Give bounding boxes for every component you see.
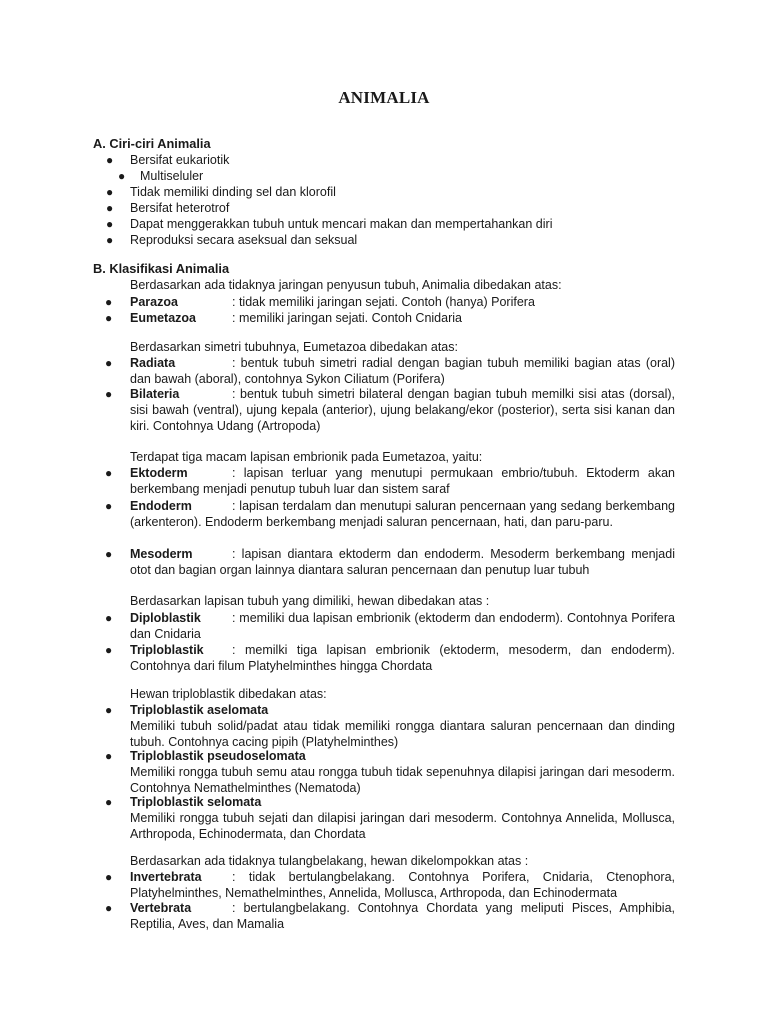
list-item — [105, 546, 675, 578]
term: Bilateria — [130, 387, 180, 401]
list-item — [105, 642, 675, 674]
list-item — [105, 386, 675, 434]
list-item: ● Dapat menggerakkan tubuh untuk mencari makan dan mempertahankan diri — [106, 217, 553, 231]
list-item — [105, 900, 675, 932]
definition: : lapisan diantara ektoderm dan endoderm. Mesoderm berkembang menjadi otot dan bagian organ lainnya diantara saluran pencernaan dan penutup luar tubuh — [130, 547, 675, 577]
bullet-icon: ● — [118, 169, 126, 183]
list-item — [105, 702, 675, 750]
definition: : lapisan terluar yang menutupi permukaan embrio/tubuh. Ektoderm akan berkembang menjadi penutup tubuh luar dan sistem saraf — [130, 466, 675, 496]
bullet-icon: ● — [106, 201, 114, 215]
page-title: ANIMALIA — [338, 88, 430, 107]
section-a-heading: A. Ciri-ciri Animalia — [93, 136, 211, 151]
paragraph-intro: Berdasarkan ada tidaknya tulangbelakang, hewan dikelompokkan atas : — [130, 854, 529, 868]
term: Invertebrata — [130, 870, 202, 884]
definition: Memiliki rongga tubuh semu atau rongga tubuh tidak sepenuhnya dilapisi jaringan dari mesoderm. Contohnya Nemathelminthes (Nematoda) — [130, 765, 675, 795]
list-item — [105, 498, 675, 530]
bullet-icon: ● — [105, 901, 113, 915]
bullet-icon: ● — [105, 356, 113, 370]
definition: : memiliki dua lapisan embrionik (ektoderm dan endoderm). Contohnya Porifera dan Cnidaria — [130, 611, 675, 641]
term: Diploblastik — [130, 611, 201, 625]
bullet-icon: ● — [105, 749, 113, 763]
bullet-icon: ● — [105, 643, 113, 657]
term: Endoderm — [130, 499, 192, 513]
paragraph-intro: Berdasarkan ada tidaknya jaringan penyusun tubuh, Animalia dibedakan atas: — [130, 278, 562, 292]
bullet-icon: ● — [106, 233, 114, 247]
definition: : memiliki jaringan sejati. Contoh Cnidaria — [232, 311, 462, 325]
list-item — [105, 748, 675, 796]
list-item: ● Multiseluler — [118, 169, 204, 183]
term: Mesoderm — [130, 547, 193, 561]
definition: Memiliki rongga tubuh sejati dan dilapisi jaringan dari mesoderm. Contohnya Annelida, Mollusca, Arthropoda, Echinodermata, dan Chordata — [130, 811, 675, 841]
bullet-icon: ● — [105, 703, 113, 717]
definition: : tidak bertulangbelakang. Contohnya Porifera, Cnidaria, Ctenophora, Platyhelminthes, Nemathelminthes, Annelida, Mollusca, Arthropoda, dan Echinodermata — [130, 870, 675, 900]
bullet-icon: ● — [105, 870, 113, 884]
bullet-icon: ● — [105, 311, 113, 325]
bullet-icon: ● — [105, 499, 113, 513]
definition: : tidak memiliki jaringan sejati. Contoh (hanya) Porifera — [232, 295, 535, 309]
list-item: ● Tidak memiliki dinding sel dan klorofil — [106, 185, 336, 199]
term: Radiata — [130, 356, 176, 370]
list-item — [105, 794, 675, 842]
term: Vertebrata — [130, 901, 192, 915]
paragraph-intro: Berdasarkan simetri tubuhnya, Eumetazoa dibedakan atas: — [130, 340, 458, 354]
bullet-icon: ● — [105, 295, 113, 309]
bullet-icon: ● — [106, 217, 114, 231]
list-item — [105, 355, 675, 387]
paragraph-intro: Berdasarkan lapisan tubuh yang dimiliki, hewan dibedakan atas : — [130, 594, 490, 608]
list-item — [105, 294, 675, 310]
list-item — [105, 869, 675, 901]
list-item: ● Bersifat eukariotik — [106, 153, 230, 167]
definition: Memiliki tubuh solid/padat atau tidak memiliki rongga diantara saluran pencernaan dan dinding tubuh. Contohnya cacing pipih (Platyhelminthes) — [130, 719, 675, 749]
paragraph-intro: Terdapat tiga macam lapisan embrionik pada Eumetazoa, yaitu: — [130, 450, 483, 464]
definition: : bentuk tubuh simetri radial dengan bagian tubuh memiliki bagian atas (oral) dan bawah (aboral), contohnya Sykon Ciliatum (Porifera) — [130, 356, 675, 386]
section-b-heading: B. Klasifikasi Animalia — [93, 261, 230, 276]
bullet-icon: ● — [105, 387, 113, 401]
term: Parazoa — [130, 295, 178, 309]
bullet-icon: ● — [106, 185, 114, 199]
term: Ektoderm — [130, 466, 188, 480]
bullet-icon: ● — [105, 547, 113, 561]
list-item: ● Bersifat heterotrof — [106, 201, 230, 215]
list-item — [105, 465, 675, 497]
definition: : lapisan terdalam dan menutupi saluran pencernaan yang sedang berkembang (arkenteron). Endoderm berkembang menjadi saluran pencernaan, hati, dan paru-paru. — [130, 499, 675, 529]
list-item: ● Reproduksi secara aseksual dan seksual — [106, 233, 358, 247]
bullet-icon: ● — [105, 466, 113, 480]
term: Triploblastik pseudoselomata — [130, 749, 306, 763]
definition: : bentuk tubuh simetri bilateral dengan bagian tubuh memilki sisi atas (dorsal), sisi bawah (ventral), ujung kepala (anterior), ujung belakang/ekor (posterior), serta sisi kanan dan kiri. Contohnya Udang (Artropoda) — [130, 387, 675, 433]
term: Triploblastik aselomata — [130, 703, 269, 717]
definition: : memilki tiga lapisan embrionik (ektoderm, mesoderm, dan endoderm). Contohnya dari filum Platyhelminthes hingga Chordata — [130, 643, 675, 673]
term: Triploblastik selomata — [130, 795, 262, 809]
bullet-icon: ● — [106, 153, 114, 167]
definition: : bertulangbelakang. Contohnya Chordata yang meliputi Pisces, Amphibia, Reptilia, Aves, dan Mamalia — [130, 901, 675, 931]
list-item — [105, 310, 675, 326]
paragraph-intro: Hewan triploblastik dibedakan atas: — [130, 687, 327, 701]
term: Eumetazoa — [130, 311, 196, 325]
bullet-icon: ● — [105, 795, 113, 809]
list-item — [105, 610, 675, 642]
term: Triploblastik — [130, 643, 204, 657]
bullet-icon: ● — [105, 611, 113, 625]
